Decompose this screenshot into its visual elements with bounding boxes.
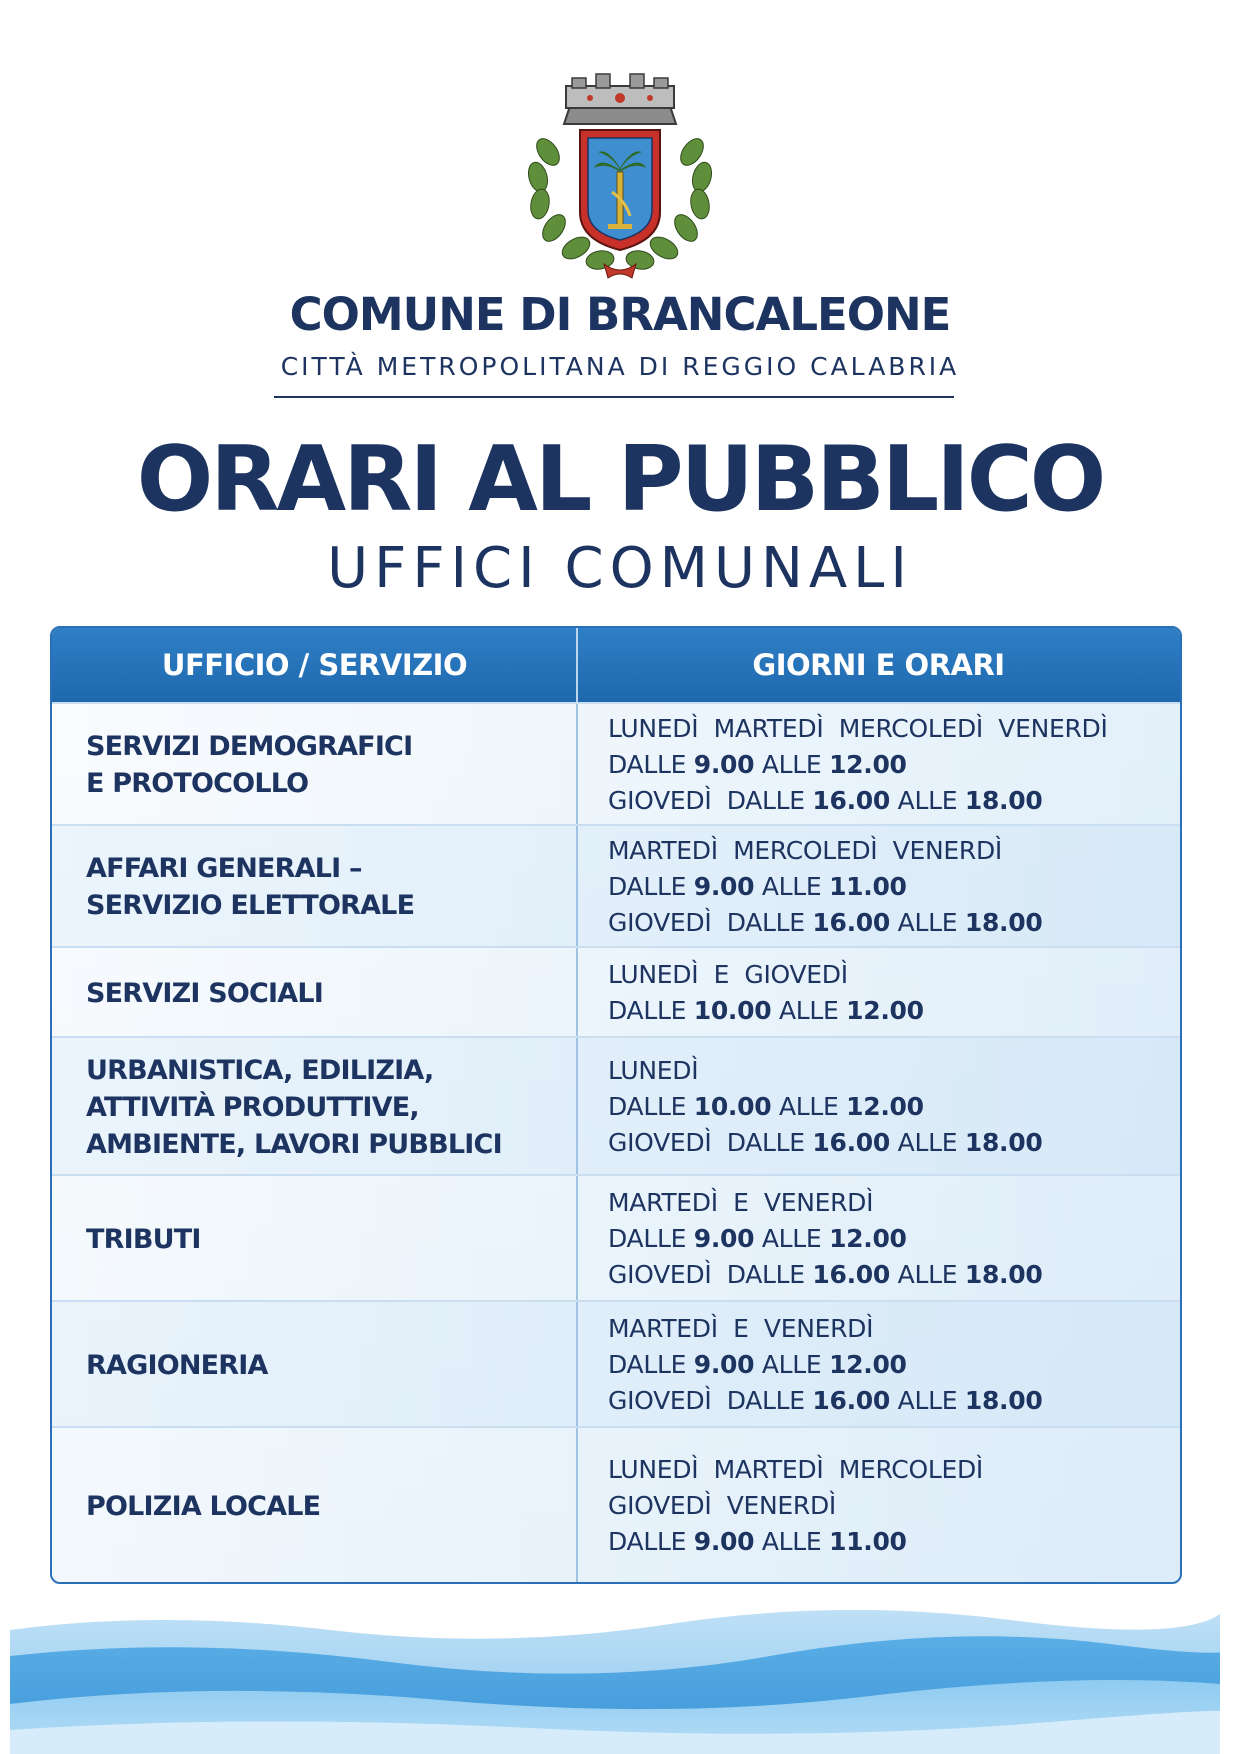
table-row <box>52 1300 1180 1428</box>
service-name: TRIBUTI <box>86 1223 201 1255</box>
wave-decoration-icon <box>10 1600 1220 1754</box>
column-divider <box>576 1176 578 1302</box>
table-row <box>52 1036 1180 1176</box>
hours-line <box>608 1347 1168 1383</box>
table-header <box>52 628 1180 702</box>
hours-text: GIOVEDÌ DALLE <box>608 786 813 815</box>
hours-text: GIOVEDÌ DALLE <box>608 1128 813 1157</box>
hours-text: DALLE <box>608 750 694 779</box>
hours-text: ALLE <box>890 908 965 937</box>
time-value: 11.00 <box>829 1527 907 1556</box>
hours-line <box>608 747 1168 783</box>
hours-line <box>608 957 1168 993</box>
service-cell <box>86 1302 566 1428</box>
hours-cell <box>608 1038 1168 1176</box>
hours-text: LUNEDÌ MARTEDÌ MERCOLEDÌ <box>608 1455 983 1484</box>
table-row <box>52 1426 1180 1584</box>
time-value: 9.00 <box>693 750 755 779</box>
time-value: 12.00 <box>829 1350 907 1379</box>
service-cell <box>86 948 566 1038</box>
hours-line <box>608 783 1168 819</box>
metropolitan-city: CITTÀ METROPOLITANA DI REGGIO CALABRIA <box>280 352 960 381</box>
hours-cell <box>608 948 1168 1038</box>
time-value: 16.00 <box>812 786 890 815</box>
hours-text: MARTEDÌ MERCOLEDÌ VENERDÌ <box>608 836 1002 865</box>
hours-text: ALLE <box>890 1260 965 1289</box>
hours-cell <box>608 704 1168 826</box>
hours-line <box>608 905 1168 941</box>
hours-line <box>608 711 1168 747</box>
hours-text: GIOVEDÌ DALLE <box>608 1260 813 1289</box>
page-subtitle: UFFICI COMUNALI <box>327 536 913 601</box>
hours-text: DALLE <box>608 1224 694 1253</box>
page-title: ORARI AL PUBBLICO <box>136 427 1104 532</box>
hours-line <box>608 1311 1168 1347</box>
time-value: 18.00 <box>964 1260 1043 1289</box>
shield-icon <box>580 130 660 250</box>
hours-line <box>608 1221 1168 1257</box>
time-value: 18.00 <box>964 786 1043 815</box>
time-value: 18.00 <box>964 1128 1043 1157</box>
hours-text: LUNEDÌ <box>608 1056 699 1085</box>
column-header-service: UFFICIO / SERVIZIO <box>161 648 468 682</box>
time-value: 11.00 <box>829 872 907 901</box>
time-value: 16.00 <box>812 1386 890 1415</box>
time-value: 10.00 <box>693 1092 772 1121</box>
time-value: 16.00 <box>812 1128 890 1157</box>
service-name: SERVIZI SOCIALI <box>86 977 324 1009</box>
hours-cell <box>608 826 1168 948</box>
service-name: URBANISTICA, EDILIZIA, ATTIVITÀ PRODUTTIVE, AMBIENTE, LAVORI PUBBLICI <box>86 1054 502 1160</box>
hours-line <box>608 1257 1168 1293</box>
hours-text: DALLE <box>608 996 694 1025</box>
table-row <box>52 824 1180 948</box>
comune-name: COMUNE DI BRANCALEONE <box>289 288 951 341</box>
service-cell <box>86 704 566 826</box>
hours-text: MARTEDÌ E VENERDÌ <box>608 1314 874 1343</box>
hours-text: LUNEDÌ MARTEDÌ MERCOLEDÌ VENERDÌ <box>608 714 1108 743</box>
hours-text: LUNEDÌ E GIOVEDÌ <box>608 960 848 989</box>
hours-text: ALLE <box>890 1386 965 1415</box>
hours-line <box>608 1185 1168 1221</box>
column-header-hours: GIORNI E ORARI <box>752 648 1005 682</box>
hours-line <box>608 1383 1168 1419</box>
hours-cell <box>608 1302 1168 1428</box>
divider <box>274 396 954 398</box>
time-value: 12.00 <box>829 1224 907 1253</box>
hours-text: GIOVEDÌ DALLE <box>608 1386 813 1415</box>
hours-text: DALLE <box>608 1092 694 1121</box>
time-value: 9.00 <box>693 1224 755 1253</box>
hours-line <box>608 869 1168 905</box>
time-value: 18.00 <box>964 908 1043 937</box>
time-value: 16.00 <box>812 1260 890 1289</box>
hours-text: ALLE <box>754 750 830 779</box>
service-cell <box>86 826 566 948</box>
column-divider <box>576 1302 578 1428</box>
hours-line <box>608 1125 1168 1161</box>
column-divider <box>576 1038 578 1176</box>
coat-of-arms-icon <box>500 72 740 282</box>
time-value: 10.00 <box>693 996 772 1025</box>
hours-table <box>50 626 1182 1584</box>
time-value: 16.00 <box>812 908 890 937</box>
service-name: RAGIONERIA <box>86 1349 268 1381</box>
time-value: 12.00 <box>846 996 924 1025</box>
hours-line <box>608 1089 1168 1125</box>
table-row <box>52 702 1180 826</box>
table-row <box>52 1174 1180 1302</box>
hours-text: DALLE <box>608 1527 694 1556</box>
hours-text: DALLE <box>608 872 694 901</box>
hours-line <box>608 1524 1168 1560</box>
hours-text: ALLE <box>890 1128 965 1157</box>
column-divider <box>576 826 578 948</box>
hours-line <box>608 1452 1168 1488</box>
column-divider <box>576 704 578 826</box>
hours-line <box>608 1488 1168 1524</box>
hours-text: ALLE <box>754 872 830 901</box>
hours-line <box>608 993 1168 1029</box>
hours-text: ALLE <box>754 1350 830 1379</box>
hours-cell <box>608 1428 1168 1584</box>
mural-crown-icon <box>564 74 676 124</box>
service-name: POLIZIA LOCALE <box>86 1490 321 1522</box>
time-value: 9.00 <box>693 1350 755 1379</box>
hours-line <box>608 833 1168 869</box>
column-divider <box>576 1428 578 1584</box>
hours-text: ALLE <box>754 1224 830 1253</box>
time-value: 18.00 <box>964 1386 1043 1415</box>
hours-line <box>608 1053 1168 1089</box>
service-name: SERVIZI DEMOGRAFICI E PROTOCOLLO <box>86 731 413 799</box>
time-value: 9.00 <box>693 1527 755 1556</box>
hours-text: GIOVEDÌ DALLE <box>608 908 813 937</box>
table-row <box>52 946 1180 1038</box>
service-cell <box>86 1428 566 1584</box>
hours-cell <box>608 1176 1168 1302</box>
time-value: 9.00 <box>693 872 755 901</box>
column-divider <box>576 948 578 1038</box>
hours-text: ALLE <box>890 786 965 815</box>
time-value: 12.00 <box>846 1092 924 1121</box>
hours-text: ALLE <box>771 1092 847 1121</box>
service-cell <box>86 1038 566 1176</box>
service-cell <box>86 1176 566 1302</box>
hours-text: GIOVEDÌ VENERDÌ <box>608 1491 836 1520</box>
hours-text: MARTEDÌ E VENERDÌ <box>608 1188 874 1217</box>
service-name: AFFARI GENERALI – SERVIZIO ELETTORALE <box>86 853 415 921</box>
time-value: 12.00 <box>829 750 907 779</box>
hours-text: DALLE <box>608 1350 694 1379</box>
hours-text: ALLE <box>771 996 847 1025</box>
hours-text: ALLE <box>754 1527 830 1556</box>
